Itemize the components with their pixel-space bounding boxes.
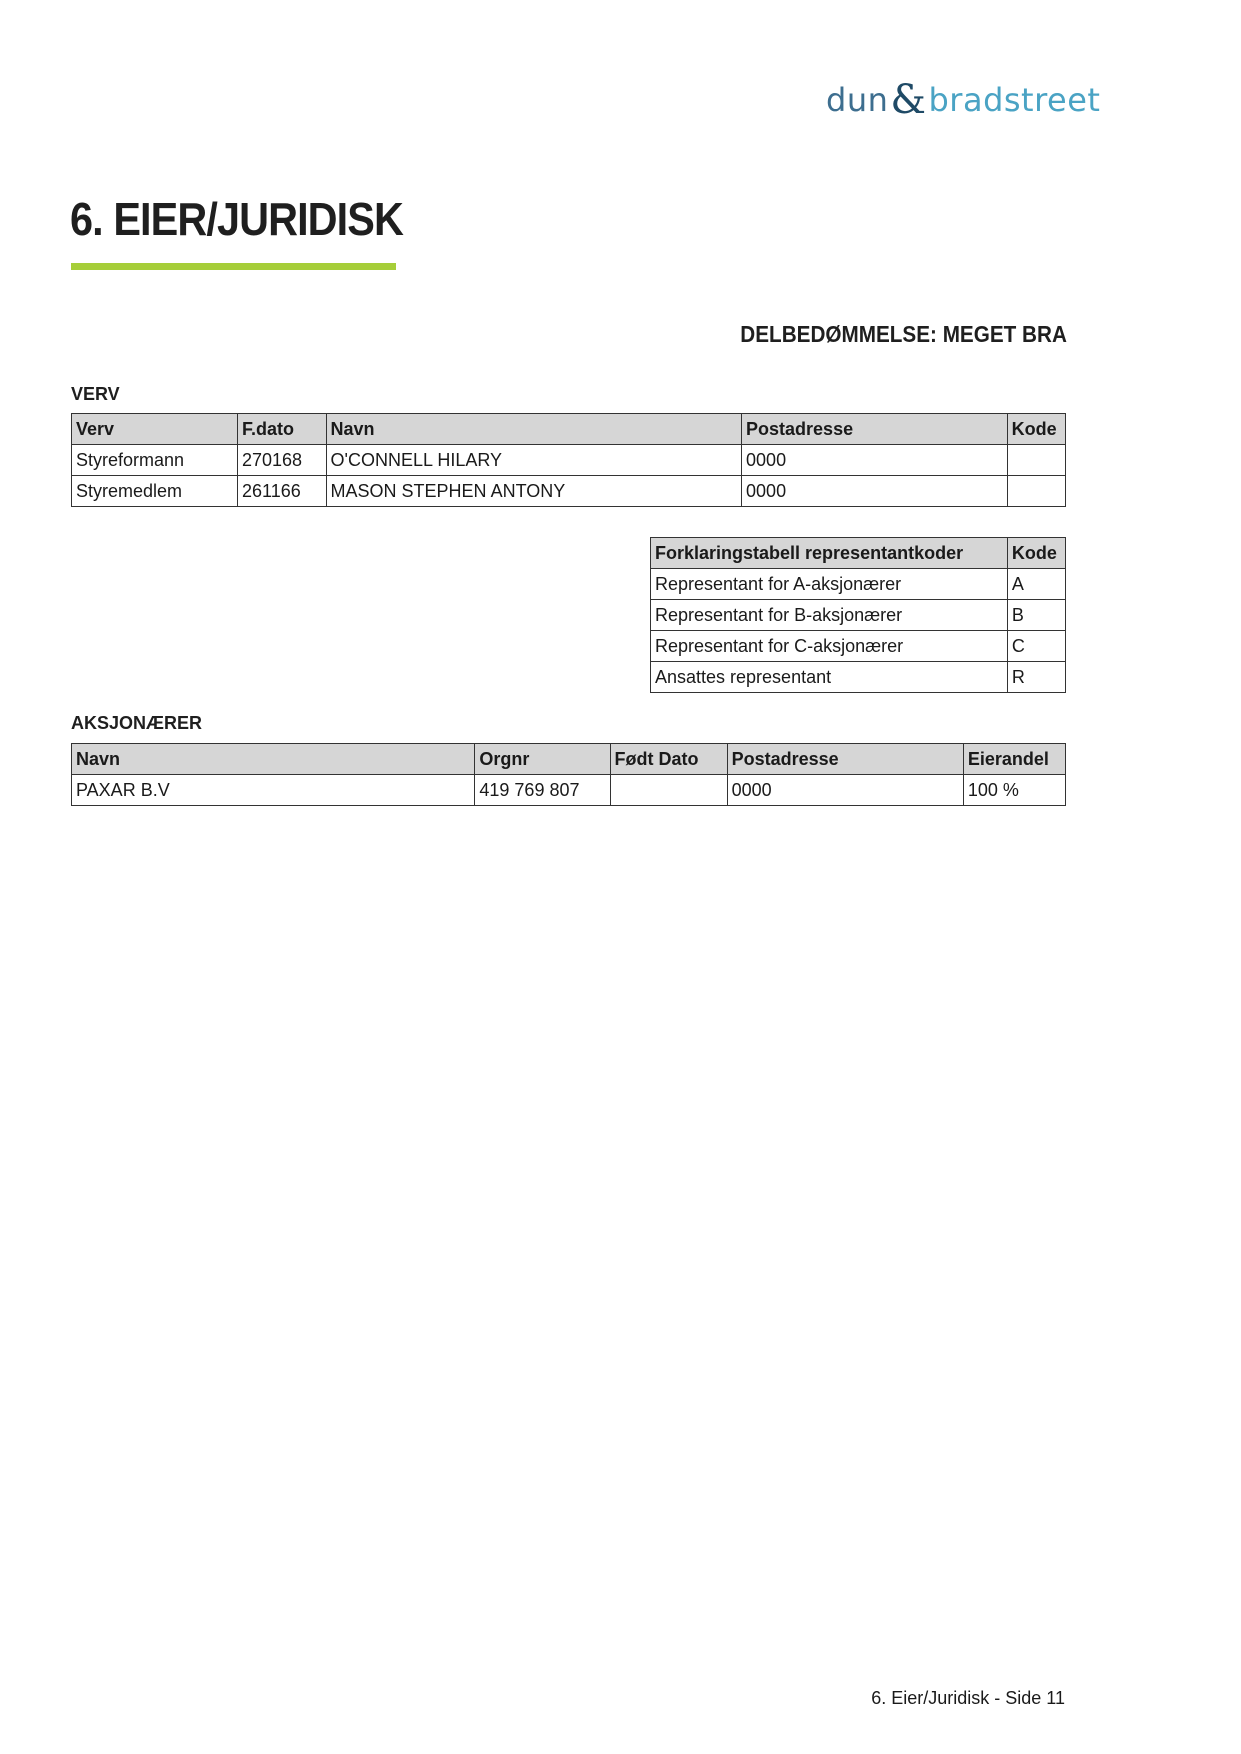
rating-label: DELBEDØMMELSE: MEGET BRA: [740, 321, 1067, 347]
column-header: Postadresse: [742, 414, 1008, 445]
aksjonaerer-section-label: AKSJONÆRER: [71, 713, 203, 733]
table-cell: 419 769 807: [475, 775, 610, 806]
column-header: Navn: [72, 744, 475, 775]
table-cell: 261166: [238, 476, 327, 507]
table-cell: Styreformann: [72, 445, 238, 476]
page-title: 6. EIER/JURIDISK: [70, 193, 403, 245]
logo-text-dun: dun: [826, 81, 889, 119]
table-row: [651, 631, 1066, 662]
table-header-row: [651, 538, 1066, 569]
verv-table: [71, 413, 1066, 507]
column-header: Eierandel: [963, 744, 1065, 775]
table-cell: PAXAR B.V: [72, 775, 475, 806]
table-cell: [1007, 476, 1065, 507]
table-header-row: [72, 744, 1066, 775]
table-cell: 0000: [742, 445, 1008, 476]
verv-section-label: VERV: [71, 384, 120, 404]
table-cell: [610, 775, 727, 806]
table-cell: Representant for C-aksjonærer: [651, 631, 1008, 662]
column-header: Postadresse: [727, 744, 963, 775]
table-cell: C: [1007, 631, 1065, 662]
table-row: [72, 476, 1066, 507]
column-header: Forklaringstabell representantkoder: [651, 538, 1008, 569]
table-cell: B: [1007, 600, 1065, 631]
table-cell: O'CONNELL HILARY: [326, 445, 742, 476]
shareholder-table: [71, 743, 1066, 806]
table-cell: Representant for A-aksjonærer: [651, 569, 1008, 600]
column-header: Kode: [1007, 414, 1065, 445]
column-header: F.dato: [238, 414, 327, 445]
title-underline: [71, 263, 396, 270]
table-cell: 0000: [727, 775, 963, 806]
table-cell: A: [1007, 569, 1065, 600]
table-cell: 0000: [742, 476, 1008, 507]
table-row: [651, 600, 1066, 631]
column-header: Orgnr: [475, 744, 610, 775]
table-row: [651, 662, 1066, 693]
table-header-row: [72, 414, 1066, 445]
table-cell: 100 %: [963, 775, 1065, 806]
column-header: Kode: [1007, 538, 1065, 569]
table-row: [72, 775, 1066, 806]
table-cell: Representant for B-aksjonærer: [651, 600, 1008, 631]
table-cell: MASON STEPHEN ANTONY: [326, 476, 742, 507]
table-cell: R: [1007, 662, 1065, 693]
column-header: Navn: [326, 414, 742, 445]
representative-code-table: [650, 537, 1066, 693]
dun-bradstreet-logo: [826, 77, 1101, 123]
table-row: [651, 569, 1066, 600]
page-footer: 6. Eier/Juridisk - Side 11: [871, 1688, 1065, 1708]
column-header: Verv: [72, 414, 238, 445]
table-row: [72, 445, 1066, 476]
table-cell: Styremedlem: [72, 476, 238, 507]
table-cell: Ansattes representant: [651, 662, 1008, 693]
logo-text-bradstreet: bradstreet: [928, 81, 1101, 119]
table-cell: 270168: [238, 445, 327, 476]
column-header: Født Dato: [610, 744, 727, 775]
table-cell: [1007, 445, 1065, 476]
logo-ampersand: &: [890, 77, 927, 123]
